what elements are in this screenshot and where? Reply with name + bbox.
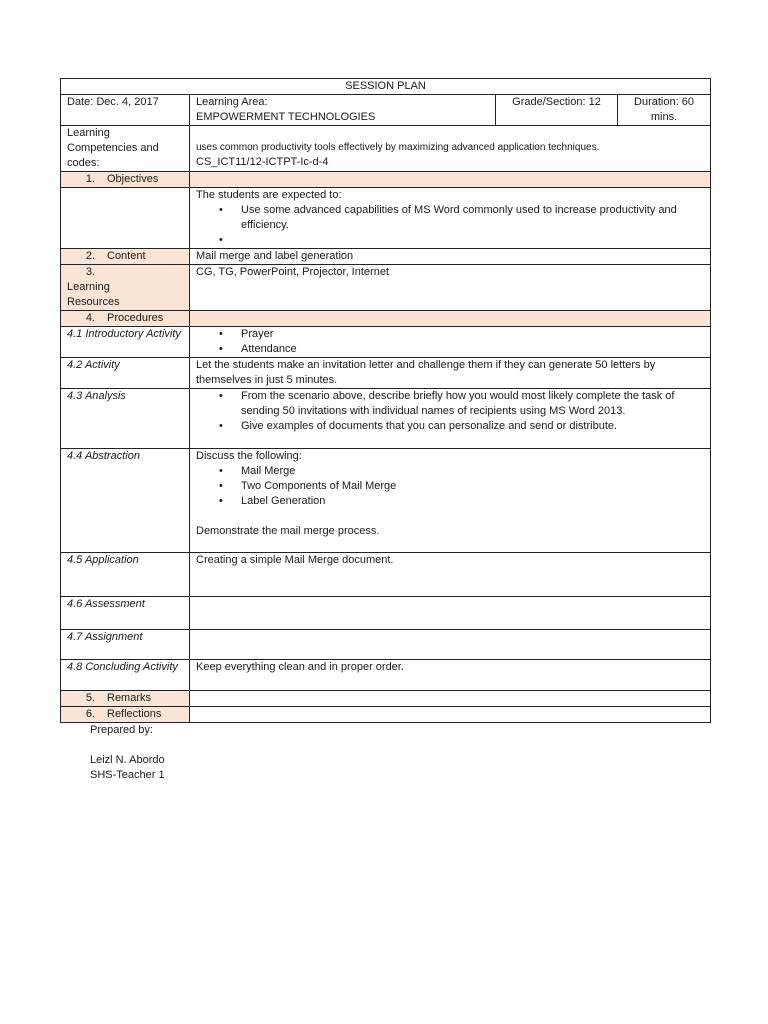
objectives-list: [196, 203, 704, 248]
list-item: • Mail Merge: [241, 464, 704, 479]
activity-text: Let the students make an invitation letter and challenge them if they can generate 50 letters by themselves in just 5 minutes.: [190, 358, 711, 389]
remarks-heading: [61, 691, 190, 707]
concluding-text: Keep everything clean and in proper order.: [190, 660, 711, 691]
resources-value: CG, TG, PowerPoint, Projector, Internet: [190, 265, 711, 311]
list-item: [241, 233, 704, 248]
objectives-number: 1.: [85, 173, 95, 185]
analysis-label: 4.3 Analysis: [61, 389, 190, 449]
reflections-heading: [61, 707, 190, 723]
content-label: Content: [107, 250, 146, 262]
list-item: • Two Components of Mail Merge: [241, 479, 704, 494]
abstraction-list: [196, 464, 704, 509]
learning-area-label: Learning Area:: [196, 96, 268, 108]
assignment-label: 4.7 Assignment: [61, 630, 190, 660]
introductory-label: 4.1 Introductory Activity: [61, 327, 190, 358]
duration-cell: Duration: 60 mins.: [618, 95, 711, 126]
procedures-number: 4.: [85, 312, 95, 324]
resources-label: Learning Resources: [67, 281, 120, 308]
remarks-number: 5.: [85, 692, 95, 704]
page-title: SESSION PLAN: [61, 79, 711, 95]
application-text: Creating a simple Mail Merge document.: [190, 553, 711, 597]
introductory-cell: [190, 327, 711, 358]
resources-number: 3.: [85, 266, 95, 278]
reflections-label: Reflections: [107, 708, 162, 720]
assessment-label: 4.6 Assessment: [61, 597, 190, 630]
prepared-by-label: Prepared by:: [90, 724, 153, 736]
list-item: • Label Generation: [241, 494, 704, 509]
analysis-cell: [190, 389, 711, 449]
date-cell: Date: Dec. 4, 2017: [61, 95, 190, 126]
concluding-label: 4.8 Concluding Activity: [61, 660, 190, 691]
activity-label: 4.2 Activity: [61, 358, 190, 389]
preparer-position: SHS-Teacher 1: [90, 769, 165, 781]
signature-block: [90, 723, 165, 783]
resources-heading: [61, 265, 190, 311]
application-label: 4.5 Application: [61, 553, 190, 597]
competencies-text: uses common productivity tools effectively by maximizing advanced application techniques.: [196, 142, 600, 153]
list-item: • Use some advanced capabilities of MS Word commonly used to increase productivity and efficiency.: [241, 203, 704, 233]
abstraction-label: 4.4 Abstraction: [61, 449, 190, 553]
objectives-label: Objectives: [107, 173, 159, 185]
analysis-list: [196, 389, 704, 434]
competencies-cell: [190, 126, 711, 172]
introductory-list: [196, 327, 704, 357]
assessment-text: [190, 597, 711, 630]
learning-area-cell: [190, 95, 496, 126]
procedures-heading: [61, 311, 190, 327]
objectives-intro: The students are expected to:: [196, 189, 342, 201]
learning-area-value: EMPOWERMENT TECHNOLOGIES: [196, 111, 376, 123]
grade-section-cell: Grade/Section: 12: [496, 95, 618, 126]
list-item: • Prayer: [241, 327, 704, 342]
abstraction-cell: [190, 449, 711, 553]
objectives-heading: [61, 172, 190, 188]
preparer-name: Leizl N. Abordo: [90, 754, 165, 766]
objectives-cell: [190, 188, 711, 249]
content-value: Mail merge and label generation: [190, 249, 711, 265]
competencies-code: CS_ICT11/12-ICTPT-Ic-d-4: [196, 156, 329, 168]
content-number: 2.: [85, 250, 95, 262]
assignment-text: [190, 630, 711, 660]
reflections-number: 6.: [85, 708, 95, 720]
abstraction-intro: Discuss the following:: [196, 450, 302, 462]
competencies-label: Learning Competencies and codes:: [61, 126, 190, 172]
abstraction-closing: Demonstrate the mail merge process.: [196, 525, 380, 537]
session-plan-table: [60, 78, 711, 723]
list-item: • From the scenario above, describe briefly how you would most likely complete the task of sending 50 invitations with individual names of recipients using MS Word 2013.: [241, 389, 704, 419]
list-item: • Give examples of documents that you can personalize and send or distribute.: [241, 419, 704, 434]
content-heading: [61, 249, 190, 265]
procedures-label: Procedures: [107, 312, 164, 324]
remarks-label: Remarks: [107, 692, 152, 704]
list-item: • Attendance: [241, 342, 704, 357]
